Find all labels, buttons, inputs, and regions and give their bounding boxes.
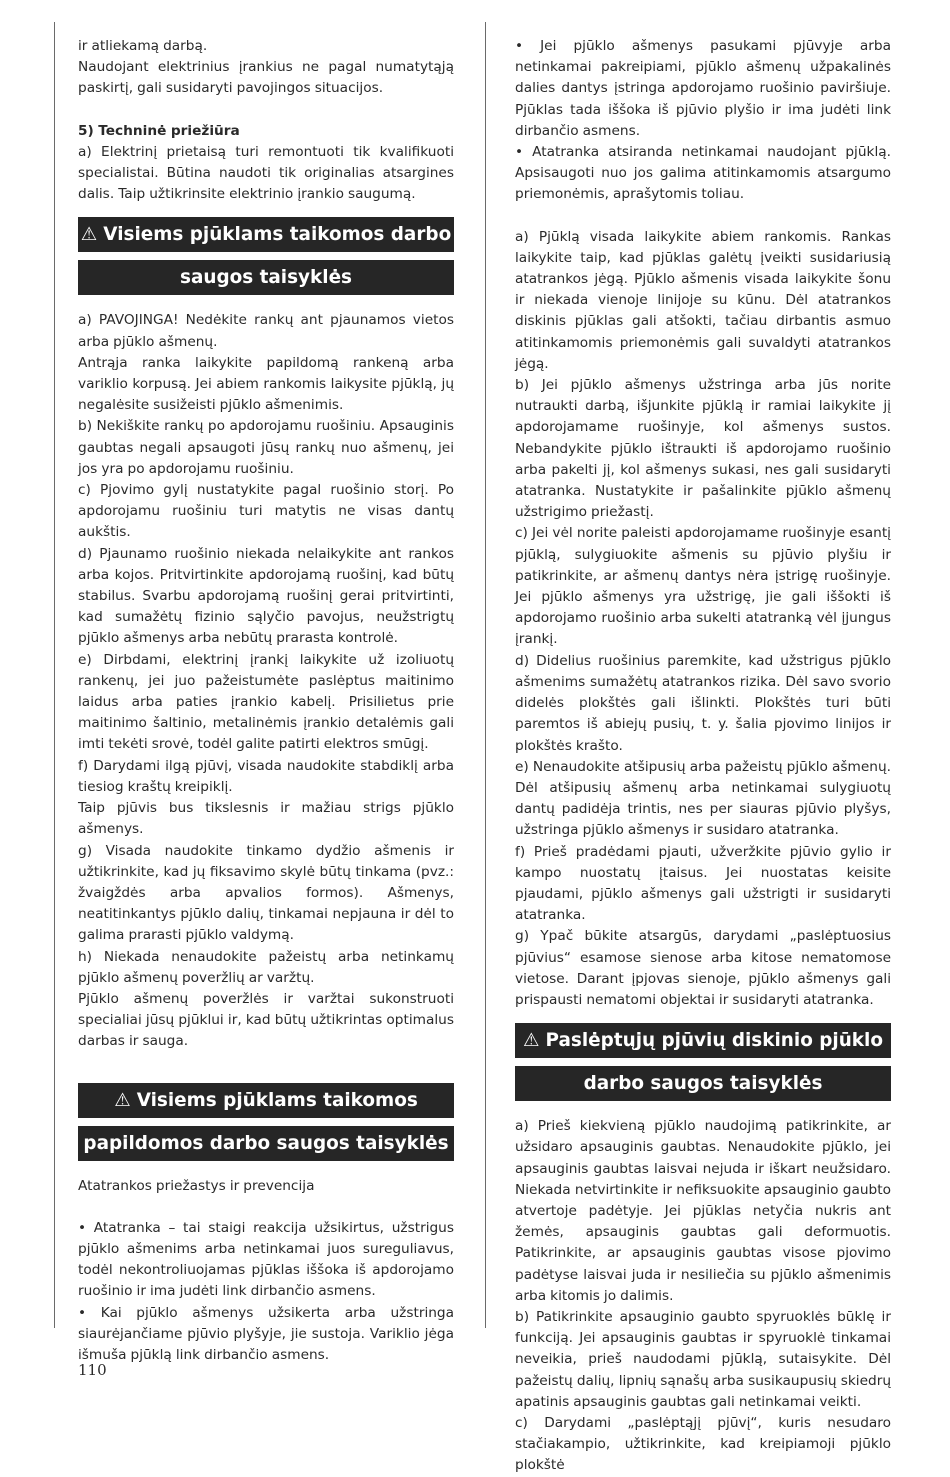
section-title-maintenance: 5) Techninė priežiūra	[78, 122, 240, 139]
rule-item: h) Niekada nenaudokite pažeistų arba netinkamų pjūklo ašmenų poveržlių ar varžtų.	[78, 948, 454, 986]
paragraph: ir atliekamą darbą.	[78, 38, 208, 54]
section-banner	[78, 1083, 454, 1118]
rule-item: b) Nekiškite rankų po apdorojamu ruošiniu. Apsauginis gaubtas negali apsaugoti jūsų rankų nuo ašmenų, jei jos yra po apdorojamu ruošiniu.	[78, 418, 454, 477]
rule-item: Pjūklo ašmenų poveržlės ir varžtai sukonstruoti specialiai jūsų pjūklui ir, kad būtų užtikrintas optimalus darbas ir sauga.	[78, 990, 454, 1050]
rule-item: b) Patikrinkite apsauginio gaubto spyruoklės būklę ir funkciją. Jei apsauginis gaubtas ir spyruoklė tinkamai neveikia, prieš naudodami pjūklą, sutaisykite. Dėl pažeistų dalių, lipnių sąnašų arba susikaupusių skiedrų apatinis apsauginis gaubtas gali netinkamai veikti.	[515, 1308, 891, 1410]
rule-item: f) Prieš pradėdami pjauti, užveržkite pjūvio gylio ir kampo nuostatų įtaisus. Jei nuostatas keisite pjaudami, pjūklo ašmenys gali užstrigti ir susidaryti atatranka.	[515, 843, 891, 924]
rule-item: Antrąja ranka laikykite papildomą rankeną arba variklio korpusą. Jei abiem rankomis laikysite pjūklą, jų negalėsite susižeisti pjūklo ašmenimis.	[78, 354, 454, 414]
paragraph: a) Elektrinį prietaisą turi remontuoti tik kvalifikuoti specialistai. Būtina naudoti tik originalias atsargines dalis. Taip užtikrinsite elektrinio įrankio saugumą.	[78, 143, 454, 203]
bullet-item: • Jei pjūklo ašmenys pasukami pjūvyje arba netinkamai pakreipiami, pjūklo ašmenų užpakalinės dalies dantys įstringa apdorojamo ruošinio paviršiuje. Pjūklas tada iššoka iš pjūvio plyšio ir ima judėti link dirbančio asmens.	[515, 38, 891, 139]
banner-title: Visiems pjūklams taikomos	[136, 1089, 418, 1111]
rule-item: c) Pjovimo gylį nustatykite pagal ruošinio storį. Po apdorojamu ruošiniu turi matytis ne visas dantų aukštis.	[78, 482, 454, 541]
banner-title: papildomos darbo saugos taisyklės	[83, 1132, 449, 1154]
rule-item: c) Jei vėl norite paleisti apdorojamame ruošinyje esantį pjūklą, sulygiuokite ašmenis su pjūvio plyšiu ir patikrinkite, ar ašmenų dantys nėra įstrigę ruošinyje. Jei pjūklo ašmenys yra užstrigę, jie gali iššokti iš apdorojamo ruošinio arba sukelti atatranką vėl įjungus įrankį.	[515, 525, 891, 648]
rule-item: e) Dirbdami, elektrinį įrankį laikykite už izoliuotų rankenų, jei juo pažeistumėte paslėptus maitinimo laidus arba paties įrankio kabelį. Prisilietus prie maitinimo šaltinio, metalinėmis įrankio detalėmis gali imti tekėti srovė, todėl galite patirti elektros smūgį.	[78, 651, 454, 753]
section-banner	[515, 1023, 891, 1058]
rule-item: d) Didelius ruošinius paremkite, kad užstrigus pjūklo ašmenims sumažėtų atatrankos rizika. Dėl savo svorio didelės plokštės gali išlinkti. Plokštės turi būti paremtos iš abiejų pusių, t. y. šalia pjovimo linijos ir plokštės krašto.	[515, 652, 891, 754]
rule-item: a) PAVOJINGA! Nedėkite rankų ant pjaunamos vietos arba pjūklo ašmenų.	[78, 312, 454, 350]
banner-title: Visiems pjūklams taikomos darbo	[103, 224, 452, 246]
bullet-item: • Kai pjūklo ašmenys užsikerta arba užstringa siaurėjančiame pjūvio plyšyje, jie sustoja. Variklio jėga išmuša pjūklą link dirbančio asmens.	[78, 1304, 454, 1363]
rule-item: Taip pjūvis bus tikslesnis ir mažiau strigs pjūklo ašmenys.	[78, 800, 454, 838]
warning-icon: ⚠	[80, 224, 98, 246]
bullet-item: • Atatranka atsiranda netinkamai naudojant pjūklą. Apsisaugoti nuo jos galima atitinkamomis atsargumo priemonėmis, aprašytomis toliau.	[515, 144, 891, 203]
rule-item: e) Nenaudokite atšipusių arba pažeistų pjūklo ašmenų. Dėl atšipusių ašmenų arba netinkamai sulygiuotų dantų padidėja trintis, nes per siauras pjūvio plyšys, užstringa pjūklo ašmenys ir susidaro atatranka.	[515, 758, 891, 839]
left-column	[78, 36, 454, 1366]
warning-icon: ⚠	[523, 1030, 540, 1052]
rule-item: g) Ypač būkite atsargūs, darydami „paslėptuosius pjūvius“ esamose sienose arba kitose nematomose vietose. Darant įpjovas sienoje, pjūklo ašmenys gali prispausti nematomi objektai ir susidaryti atatranka.	[515, 928, 891, 1008]
paragraph: Naudojant elektrinius įrankius ne pagal numatytąją paskirtį, gali susidaryti pavojingos situacijos.	[78, 59, 454, 97]
rule-item: f) Darydami ilgą pjūvį, visada naudokite stabdiklį arba tiesiog kraštų kreipiklį.	[78, 757, 454, 795]
rule-item: a) Prieš kiekvieną pjūklo naudojimą patikrinkite, ar užsidaro apsauginis gaubtas. Nenaudokite pjūklo, jei apsauginis gaubtas laisvai nejuda ir iškart neužsidaro. Niekada netvirtinkite ir nefiksuokite apsauginio gaubto atvertoje padėtyje. Jei pjūklas netyčia nukris ant žemės, apsauginis gaubtas gali deformuotis. Patikrinkite, ar apsauginis gaubtas visose pjovimo padėtyse laisvai juda ir nesiliečia su pjūklo ašmenimis arba kitomis jo dalimis.	[515, 1118, 891, 1304]
warning-icon: ⚠	[114, 1089, 131, 1111]
section-banner	[515, 1066, 891, 1101]
section-banner	[78, 217, 454, 252]
section-subtitle: Atatrankos priežastys ir prevencija	[78, 1177, 315, 1194]
left-column-rule	[54, 22, 55, 1328]
rule-item: c) Darydami „paslėptąjį pjūvį“, kuris nesudaro stačiakampio, užtikrinkite, kad kreipiamoji pjūklo plokštė	[515, 1414, 891, 1474]
rule-item: b) Jei pjūklo ašmenys užstringa arba jūs norite nutraukti darbą, išjunkite pjūklą ir ramiai laikykite jį apdorojamame ruošinyje, kol ašmenys sustos. Nebandykite pjūklo ištraukti iš apdorojamo ruošinio arba pakelti jį, kol ašmenys sukasi, nes gali susidaryti atatranka. Nustatykite ir pašalinkite pjūklo ašmenų užstrigimo priežastį.	[515, 377, 891, 521]
banner-title: darbo saugos taisyklės	[583, 1073, 823, 1095]
center-column-rule	[485, 22, 486, 1328]
rule-item: d) Pjaunamo ruošinio niekada nelaikykite ant rankos arba kojos. Pritvirtinkite apdorojamą ruošinį, kad būtų stabilus. Svarbu apdorojamą ruošinį gerai pritvirtinti, kad sumažėtų fizinio sąlyčio pavojus, neužstrigtų pjūklo ašmenys arba nebūtų prarasta kontrolė.	[78, 545, 454, 647]
bullet-item: • Atatranka – tai staigi reakcija užsikirtus, užstrigus pjūklo ašmenims arba netinkamai juos sureguliavus, todėl nekontroliuojamas pjūklas iššoka iš apdorojamo ruošinio ir ima judėti link dirbančio asmens.	[78, 1219, 454, 1300]
section-banner	[78, 260, 454, 295]
page-number: 110	[78, 1361, 107, 1379]
banner-title: Paslėptųjų pjūvių diskinio pjūklo	[545, 1030, 883, 1052]
section-banner	[78, 1126, 454, 1161]
rule-item: g) Visada naudokite tinkamo dydžio ašmenis ir užtikrinkite, kad jų fiksavimo skylė būtų tinkama (pvz.: žvaigždės arba apvalios formos). Ašmenys, neatitinkantys pjūklo dalių, tinkamai nepjauna ir dėl to galima prarasti pjūklo valdymą.	[78, 842, 454, 944]
banner-title: saugos taisyklės	[180, 267, 352, 289]
rule-item: a) Pjūklą visada laikykite abiem rankomis. Rankas laikykite taip, kad pjūklas galėtų įveikti susidariusią atatrankos jėgą. Pjūklo ašmenis visada laikykite šonu ir niekada vienoje linijoje su kūnu. Dėl atatrankos diskinis pjūklas gali atšokti, tačiau dirbantis asmuo atitinkamomis priemonėmis gali suvaldyti atatrankos jėgą.	[515, 228, 891, 372]
right-column	[515, 36, 891, 1477]
